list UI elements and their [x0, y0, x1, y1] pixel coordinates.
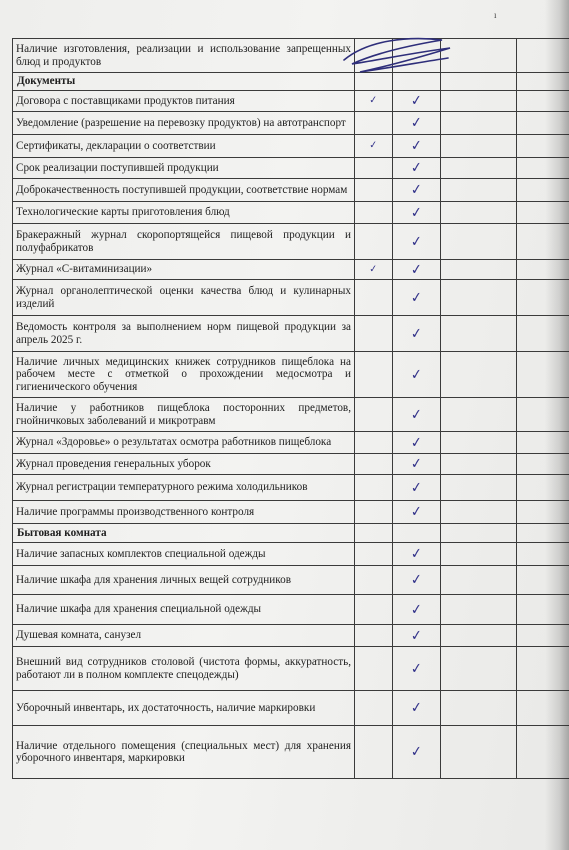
check-mark: ✓ — [409, 571, 424, 589]
mark-cell-c3 — [441, 316, 517, 352]
criterion-text: Наличие отдельного помещения (специальных мест) для хранения уборочного инвентаря, маркировки — [13, 726, 355, 779]
mark-cell-c2 — [393, 202, 441, 224]
mark-cell-c3 — [441, 135, 517, 158]
check-mark — [358, 706, 389, 709]
criterion-text: Уведомление (разрешение на перевозку продуктов) на автотранспорт — [13, 112, 355, 135]
mark-cell-c1 — [355, 202, 393, 224]
mark-cell-c1 — [355, 280, 393, 316]
check-mark: ✓ — [368, 94, 379, 107]
mark-cell-c3 — [441, 202, 517, 224]
mark-cell-c1 — [355, 260, 393, 280]
criterion-text: Наличие программы производственного контроля — [13, 501, 355, 524]
mark-cell-c3 — [441, 224, 517, 260]
check-mark — [358, 441, 389, 444]
mark-cell-c3 — [441, 158, 517, 179]
check-mark: ✓ — [409, 324, 424, 343]
mark-cell-c2 — [393, 625, 441, 647]
mark-cell-c1 — [355, 316, 393, 352]
mark-cell-c2 — [393, 475, 441, 501]
mark-cell-c3 — [441, 726, 517, 779]
section-title: Бытовая комната — [13, 524, 355, 543]
mark-cell-c1 — [355, 524, 393, 543]
check-mark — [444, 411, 513, 418]
section-title: Документы — [13, 73, 355, 91]
criterion-text: Наличие шкафа для хранения специальной одежды — [13, 595, 355, 625]
mark-cell-c3 — [441, 91, 517, 112]
mark-cell-c2 — [393, 454, 441, 475]
check-mark — [444, 238, 513, 245]
criterion-text: Бракеражный журнал скоропортящейся пищевой продукции и полуфабрикатов — [13, 224, 355, 260]
table-row — [13, 398, 569, 432]
criterion-text: Срок реализации поступившей продукции — [13, 158, 355, 179]
check-mark — [358, 121, 389, 124]
check-mark — [444, 142, 513, 149]
criterion-text: Доброкачественность поступившей продукции, соответствие нормам — [13, 179, 355, 202]
check-mark: ✓ — [409, 478, 424, 497]
mark-cell-c2 — [393, 543, 441, 566]
mark-cell-c1 — [355, 647, 393, 691]
criterion-text: Уборочный инвентарь, их достаточность, наличие маркировки — [13, 691, 355, 726]
check-mark — [444, 484, 513, 491]
mark-cell-c3 — [441, 501, 517, 524]
mark-cell-c3 — [441, 260, 517, 280]
criterion-text: Ведомость контроля за выполнением норм пищевой продукции за апрель 2025 г. — [13, 316, 355, 352]
check-mark: ✓ — [409, 288, 424, 307]
mark-cell-c2 — [393, 432, 441, 454]
table-row — [13, 224, 569, 260]
mark-cell-c1 — [355, 475, 393, 501]
criterion-text: Наличие личных медицинских книжек сотрудников пищеблока на рабочем месте с отметкой о прохождении медосмотра и гигиенического обучения — [13, 352, 355, 398]
check-mark — [444, 266, 513, 273]
check-mark — [444, 294, 513, 301]
check-mark — [444, 330, 513, 337]
mark-cell-c2 — [393, 91, 441, 112]
check-mark — [358, 462, 389, 465]
check-mark: ✓ — [368, 263, 379, 275]
table-row — [13, 179, 569, 202]
check-mark — [358, 332, 389, 335]
check-mark — [444, 439, 513, 446]
check-mark — [444, 704, 513, 711]
criterion-text: Технологические карты приготовления блюд — [13, 202, 355, 224]
table-row — [13, 691, 569, 726]
check-mark — [358, 413, 389, 416]
mark-cell-c2 — [393, 280, 441, 316]
mark-cell-c1 — [355, 432, 393, 454]
check-mark — [444, 97, 513, 104]
check-mark — [444, 529, 513, 536]
check-mark — [444, 576, 513, 583]
check-mark — [358, 240, 389, 243]
check-mark — [358, 510, 389, 513]
mark-cell-c3 — [441, 112, 517, 135]
section-row — [13, 73, 569, 91]
check-mark: ✓ — [409, 699, 424, 717]
check-mark: ✓ — [409, 503, 424, 521]
check-mark — [444, 119, 513, 126]
table-row — [13, 647, 569, 691]
table-row — [13, 316, 569, 352]
mark-cell-c3 — [441, 398, 517, 432]
check-mark — [358, 608, 389, 611]
mark-cell-c3 — [441, 432, 517, 454]
mark-cell-c3 — [441, 647, 517, 691]
mark-cell-c1 — [355, 543, 393, 566]
criterion-text: Наличие запасных комплектов специальной одежды — [13, 543, 355, 566]
mark-cell-c3 — [441, 475, 517, 501]
mark-cell-c1 — [355, 112, 393, 135]
criterion-text: Сертификаты, декларации о соответствии — [13, 135, 355, 158]
mark-cell-c3 — [441, 454, 517, 475]
check-mark — [358, 634, 389, 637]
mark-cell-c2 — [393, 501, 441, 524]
section-row — [13, 524, 569, 543]
criterion-text: Договора с поставщиками продуктов питания — [13, 91, 355, 112]
criterion-text: Журнал регистрации температурного режима холодильников — [13, 475, 355, 501]
mark-cell-c2 — [393, 158, 441, 179]
mark-cell-c2 — [393, 726, 441, 779]
mark-cell-c1 — [355, 454, 393, 475]
table-row — [13, 595, 569, 625]
mark-cell-c3 — [441, 280, 517, 316]
mark-cell-c2 — [393, 566, 441, 595]
page-edge-shadow — [545, 0, 569, 850]
mark-cell-c2 — [393, 316, 441, 352]
checklist-table — [12, 38, 569, 779]
check-mark: ✓ — [409, 600, 424, 619]
mark-cell-c2 — [393, 595, 441, 625]
checklist-body — [13, 39, 569, 779]
mark-cell-c3 — [441, 595, 517, 625]
check-mark: ✓ — [409, 365, 424, 384]
mark-cell-c1 — [355, 595, 393, 625]
table-row — [13, 280, 569, 316]
check-mark: ✓ — [409, 203, 424, 222]
table-row — [13, 39, 569, 73]
check-mark: ✓ — [409, 114, 424, 132]
table-row — [13, 112, 569, 135]
check-mark — [444, 460, 513, 467]
check-mark: ✓ — [409, 232, 424, 251]
mark-cell-c3 — [441, 352, 517, 398]
check-mark — [358, 552, 389, 555]
table-row — [13, 726, 569, 779]
mark-cell-c1 — [355, 224, 393, 260]
check-mark — [444, 371, 513, 378]
mark-cell-c1 — [355, 726, 393, 779]
check-mark — [358, 486, 389, 489]
check-mark — [358, 750, 389, 753]
check-mark — [358, 80, 389, 83]
check-mark: ✓ — [409, 137, 424, 155]
mark-cell-c3 — [441, 625, 517, 647]
mark-cell-c2 — [393, 112, 441, 135]
check-mark: ✓ — [409, 455, 424, 473]
table-row — [13, 566, 569, 595]
mark-cell-c2 — [393, 224, 441, 260]
check-mark — [358, 373, 389, 376]
check-mark: ✓ — [368, 139, 379, 152]
criterion-text: Душевая комната, санузел — [13, 625, 355, 647]
table-row — [13, 432, 569, 454]
mark-cell-c1 — [355, 691, 393, 726]
mark-cell-c2 — [393, 260, 441, 280]
check-mark: ✓ — [409, 545, 424, 563]
mark-cell-c1 — [355, 91, 393, 112]
criterion-text: Наличие шкафа для хранения личных вещей сотрудников — [13, 566, 355, 595]
check-mark — [358, 531, 389, 534]
table-row — [13, 91, 569, 112]
mark-cell-c1 — [355, 625, 393, 647]
check-mark: ✓ — [409, 92, 424, 110]
mark-cell-c3 — [441, 566, 517, 595]
criterion-text: Журнал органолептической оценки качества блюд и кулинарных изделий — [13, 280, 355, 316]
strikethrough-scribble — [338, 30, 458, 80]
mark-cell-c1 — [355, 566, 393, 595]
check-mark: ✓ — [409, 405, 424, 424]
check-mark — [358, 667, 389, 670]
mark-cell-c1 — [355, 398, 393, 432]
criterion-text: Журнал «С-витаминизации» — [13, 260, 355, 280]
table-row — [13, 352, 569, 398]
mark-cell-c3 — [441, 179, 517, 202]
mark-cell-c2 — [393, 179, 441, 202]
mark-cell-c1 — [355, 352, 393, 398]
table-row — [13, 625, 569, 647]
check-mark — [358, 188, 389, 191]
check-mark — [444, 209, 513, 216]
mark-cell-c1 — [355, 179, 393, 202]
table-row — [13, 135, 569, 158]
mark-cell-c2 — [393, 135, 441, 158]
check-mark: ✓ — [409, 659, 424, 678]
mark-cell-c3 — [441, 543, 517, 566]
check-mark — [396, 531, 437, 535]
mark-cell-c1 — [355, 135, 393, 158]
check-mark — [358, 166, 389, 169]
check-mark — [444, 186, 513, 193]
criterion-text: Наличие изготовления, реализации и использование запрещенных блюд и продуктов — [13, 39, 355, 73]
check-mark — [358, 296, 389, 299]
table-row — [13, 202, 569, 224]
table-row — [13, 260, 569, 280]
criterion-text: Наличие у работников пищеблока посторонних предметов, гнойничковых заболеваний и микротравм — [13, 398, 355, 432]
check-mark — [444, 164, 513, 171]
table-row — [13, 543, 569, 566]
check-mark: ✓ — [409, 181, 424, 199]
check-mark — [444, 665, 513, 672]
table-row — [13, 158, 569, 179]
criterion-text: Журнал «Здоровье» о результатах осмотра работников пищеблока — [13, 432, 355, 454]
mark-cell-c1 — [355, 158, 393, 179]
mark-cell-c2 — [393, 691, 441, 726]
check-mark — [444, 748, 513, 755]
check-mark — [444, 508, 513, 515]
check-mark — [358, 578, 389, 581]
check-mark: ✓ — [409, 743, 424, 761]
criterion-text: Внешний вид сотрудников столовой (чистота формы, аккуратность, работают ли в полном комплекте спецодежды) — [13, 647, 355, 691]
check-mark: ✓ — [409, 433, 424, 452]
table-row — [13, 501, 569, 524]
mark-cell-c2 — [393, 398, 441, 432]
mark-cell-c1 — [355, 501, 393, 524]
table-row — [13, 454, 569, 475]
check-mark — [358, 211, 389, 214]
mark-cell-c3 — [441, 524, 517, 543]
check-mark: ✓ — [409, 260, 424, 279]
check-mark — [444, 632, 513, 639]
check-mark — [444, 550, 513, 557]
check-mark: ✓ — [409, 626, 424, 645]
table-row — [13, 475, 569, 501]
mark-cell-c2 — [393, 524, 441, 543]
criterion-text: Журнал проведения генеральных уборок — [13, 454, 355, 475]
check-mark — [444, 606, 513, 613]
check-mark — [396, 79, 437, 83]
mark-cell-c2 — [393, 352, 441, 398]
mark-cell-c2 — [393, 647, 441, 691]
pen-mark: ı — [494, 10, 497, 20]
mark-cell-c3 — [441, 691, 517, 726]
check-mark: ✓ — [409, 159, 424, 177]
